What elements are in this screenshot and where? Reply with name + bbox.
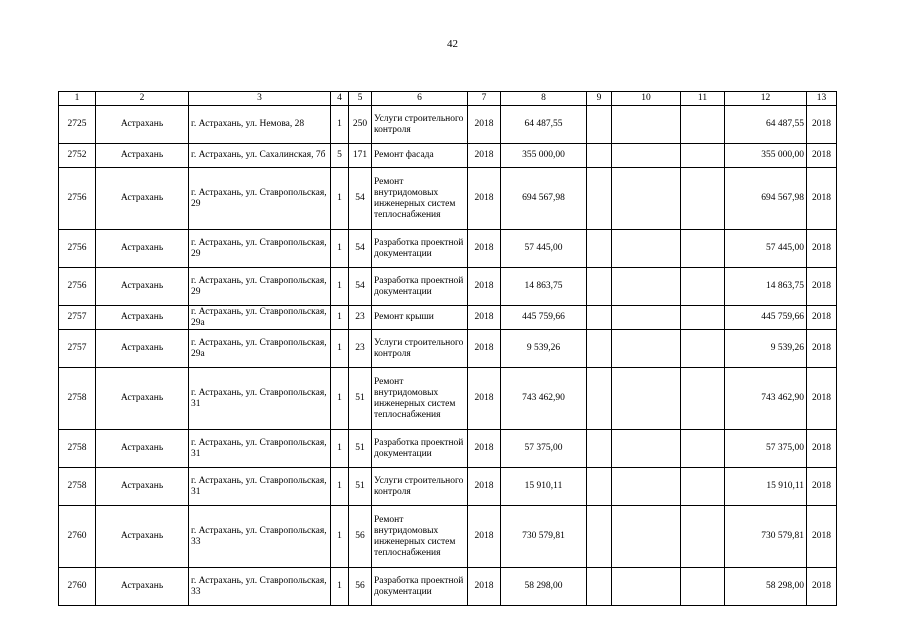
- total-cell: 58 298,00: [725, 568, 807, 606]
- year-cell: 2018: [468, 330, 501, 368]
- table-row: [59, 430, 837, 468]
- row-number: 2760: [59, 568, 96, 606]
- cost-cell: 694 567,98: [501, 168, 587, 230]
- address-cell: г. Астрахань, ул. Ставропольская, 29: [189, 168, 331, 230]
- total-cell: 9 539,26: [725, 330, 807, 368]
- col9-cell: [587, 506, 612, 568]
- column-number: 6: [372, 92, 468, 106]
- column-number: 13: [807, 92, 837, 106]
- col9-cell: [587, 168, 612, 230]
- column-number: 7: [468, 92, 501, 106]
- col4-cell: 1: [331, 268, 349, 306]
- cost-cell: 14 863,75: [501, 268, 587, 306]
- col10-cell: [612, 368, 681, 430]
- end-year-cell: 2018: [807, 268, 837, 306]
- city-cell: Астрахань: [96, 230, 189, 268]
- city-cell: Астрахань: [96, 106, 189, 144]
- row-number: 2760: [59, 506, 96, 568]
- address-cell: г. Астрахань, ул. Немова, 28: [189, 106, 331, 144]
- cost-cell: 743 462,90: [501, 368, 587, 430]
- row-number: 2725: [59, 106, 96, 144]
- row-number: 2752: [59, 144, 96, 168]
- row-number: 2757: [59, 330, 96, 368]
- col5-cell: 23: [349, 330, 372, 368]
- work-type-cell: Ремонт фасада: [372, 144, 468, 168]
- year-cell: 2018: [468, 144, 501, 168]
- col10-cell: [612, 506, 681, 568]
- cost-cell: 58 298,00: [501, 568, 587, 606]
- column-number: 9: [587, 92, 612, 106]
- address-cell: г. Астрахань, ул. Ставропольская, 29а: [189, 330, 331, 368]
- work-type-cell: Разработка проектной документации: [372, 230, 468, 268]
- table-row: [59, 468, 837, 506]
- end-year-cell: 2018: [807, 168, 837, 230]
- cost-cell: 355 000,00: [501, 144, 587, 168]
- column-number: 4: [331, 92, 349, 106]
- row-number: 2756: [59, 268, 96, 306]
- cost-cell: 57 375,00: [501, 430, 587, 468]
- col11-cell: [681, 106, 725, 144]
- total-cell: 64 487,55: [725, 106, 807, 144]
- end-year-cell: 2018: [807, 430, 837, 468]
- col10-cell: [612, 330, 681, 368]
- end-year-cell: 2018: [807, 330, 837, 368]
- col9-cell: [587, 330, 612, 368]
- year-cell: 2018: [468, 168, 501, 230]
- col5-cell: 171: [349, 144, 372, 168]
- city-cell: Астрахань: [96, 506, 189, 568]
- year-cell: 2018: [468, 106, 501, 144]
- col11-cell: [681, 306, 725, 330]
- work-type-cell: Разработка проектной документации: [372, 268, 468, 306]
- col11-cell: [681, 268, 725, 306]
- total-cell: 694 567,98: [725, 168, 807, 230]
- work-type-cell: Услуги строительного контроля: [372, 106, 468, 144]
- col5-cell: 54: [349, 168, 372, 230]
- row-number: 2756: [59, 168, 96, 230]
- address-cell: г. Астрахань, ул. Ставропольская, 31: [189, 430, 331, 468]
- col4-cell: 1: [331, 430, 349, 468]
- col11-cell: [681, 144, 725, 168]
- table-row: [59, 230, 837, 268]
- table-row: [59, 568, 837, 606]
- column-number: 3: [189, 92, 331, 106]
- work-type-cell: Ремонт внутридомовых инженерных систем теплоснабжения: [372, 506, 468, 568]
- col11-cell: [681, 230, 725, 268]
- col5-cell: 51: [349, 430, 372, 468]
- col9-cell: [587, 268, 612, 306]
- col10-cell: [612, 268, 681, 306]
- city-cell: Астрахань: [96, 430, 189, 468]
- col10-cell: [612, 430, 681, 468]
- address-cell: г. Астрахань, ул. Ставропольская, 29: [189, 230, 331, 268]
- col5-cell: 54: [349, 230, 372, 268]
- city-cell: Астрахань: [96, 306, 189, 330]
- col10-cell: [612, 230, 681, 268]
- column-number-row: [59, 92, 837, 106]
- col4-cell: 1: [331, 230, 349, 268]
- end-year-cell: 2018: [807, 106, 837, 144]
- col5-cell: 23: [349, 306, 372, 330]
- row-number: 2758: [59, 468, 96, 506]
- col4-cell: 1: [331, 306, 349, 330]
- col5-cell: 56: [349, 568, 372, 606]
- cost-cell: 730 579,81: [501, 506, 587, 568]
- col4-cell: 1: [331, 468, 349, 506]
- cost-cell: 9 539,26: [501, 330, 587, 368]
- end-year-cell: 2018: [807, 468, 837, 506]
- table-row: [59, 330, 837, 368]
- col9-cell: [587, 306, 612, 330]
- work-type-cell: Ремонт крыши: [372, 306, 468, 330]
- column-number: 1: [59, 92, 96, 106]
- col5-cell: 51: [349, 368, 372, 430]
- city-cell: Астрахань: [96, 468, 189, 506]
- row-number: 2756: [59, 230, 96, 268]
- col9-cell: [587, 144, 612, 168]
- col4-cell: 1: [331, 568, 349, 606]
- year-cell: 2018: [468, 368, 501, 430]
- col11-cell: [681, 468, 725, 506]
- table-row: [59, 106, 837, 144]
- cost-cell: 57 445,00: [501, 230, 587, 268]
- col9-cell: [587, 568, 612, 606]
- year-cell: 2018: [468, 230, 501, 268]
- row-number: 2758: [59, 430, 96, 468]
- end-year-cell: 2018: [807, 568, 837, 606]
- end-year-cell: 2018: [807, 368, 837, 430]
- table-row: [59, 144, 837, 168]
- col10-cell: [612, 106, 681, 144]
- address-cell: г. Астрахань, ул. Ставропольская, 29а: [189, 306, 331, 330]
- col4-cell: 1: [331, 106, 349, 144]
- col5-cell: 54: [349, 268, 372, 306]
- cost-cell: 64 487,55: [501, 106, 587, 144]
- col11-cell: [681, 568, 725, 606]
- year-cell: 2018: [468, 468, 501, 506]
- col11-cell: [681, 430, 725, 468]
- col4-cell: 1: [331, 330, 349, 368]
- address-cell: г. Астрахань, ул. Ставропольская, 33: [189, 506, 331, 568]
- col11-cell: [681, 168, 725, 230]
- column-number: 10: [612, 92, 681, 106]
- work-type-cell: Услуги строительного контроля: [372, 330, 468, 368]
- col9-cell: [587, 106, 612, 144]
- address-cell: г. Астрахань, ул. Ставропольская, 31: [189, 368, 331, 430]
- row-number: 2758: [59, 368, 96, 430]
- column-number: 11: [681, 92, 725, 106]
- page-number: 42: [447, 38, 458, 50]
- col9-cell: [587, 430, 612, 468]
- work-type-cell: Разработка проектной документации: [372, 568, 468, 606]
- total-cell: 57 375,00: [725, 430, 807, 468]
- total-cell: 15 910,11: [725, 468, 807, 506]
- city-cell: Астрахань: [96, 268, 189, 306]
- table-row: [59, 306, 837, 330]
- address-cell: г. Астрахань, ул. Ставропольская, 33: [189, 568, 331, 606]
- col5-cell: 250: [349, 106, 372, 144]
- table-row: [59, 168, 837, 230]
- col5-cell: 51: [349, 468, 372, 506]
- col9-cell: [587, 468, 612, 506]
- total-cell: 57 445,00: [725, 230, 807, 268]
- column-number: 12: [725, 92, 807, 106]
- city-cell: Астрахань: [96, 568, 189, 606]
- year-cell: 2018: [468, 430, 501, 468]
- col10-cell: [612, 144, 681, 168]
- column-number: 5: [349, 92, 372, 106]
- row-number: 2757: [59, 306, 96, 330]
- col11-cell: [681, 506, 725, 568]
- col4-cell: 1: [331, 368, 349, 430]
- col11-cell: [681, 368, 725, 430]
- end-year-cell: 2018: [807, 306, 837, 330]
- column-number: 8: [501, 92, 587, 106]
- column-number: 2: [96, 92, 189, 106]
- total-cell: 730 579,81: [725, 506, 807, 568]
- year-cell: 2018: [468, 306, 501, 330]
- address-cell: г. Астрахань, ул. Сахалинская, 7б: [189, 144, 331, 168]
- work-type-cell: Разработка проектной документации: [372, 430, 468, 468]
- col4-cell: 5: [331, 144, 349, 168]
- col9-cell: [587, 230, 612, 268]
- program-table: [58, 91, 837, 606]
- col9-cell: [587, 368, 612, 430]
- total-cell: 445 759,66: [725, 306, 807, 330]
- col11-cell: [681, 330, 725, 368]
- end-year-cell: 2018: [807, 144, 837, 168]
- col4-cell: 1: [331, 506, 349, 568]
- end-year-cell: 2018: [807, 506, 837, 568]
- col10-cell: [612, 568, 681, 606]
- year-cell: 2018: [468, 568, 501, 606]
- city-cell: Астрахань: [96, 368, 189, 430]
- col5-cell: 56: [349, 506, 372, 568]
- total-cell: 355 000,00: [725, 144, 807, 168]
- cost-cell: 445 759,66: [501, 306, 587, 330]
- city-cell: Астрахань: [96, 168, 189, 230]
- col4-cell: 1: [331, 168, 349, 230]
- address-cell: г. Астрахань, ул. Ставропольская, 29: [189, 268, 331, 306]
- city-cell: Астрахань: [96, 330, 189, 368]
- col10-cell: [612, 306, 681, 330]
- city-cell: Астрахань: [96, 144, 189, 168]
- cost-cell: 15 910,11: [501, 468, 587, 506]
- address-cell: г. Астрахань, ул. Ставропольская, 31: [189, 468, 331, 506]
- end-year-cell: 2018: [807, 230, 837, 268]
- work-type-cell: Ремонт внутридомовых инженерных систем теплоснабжения: [372, 368, 468, 430]
- table-row: [59, 506, 837, 568]
- year-cell: 2018: [468, 506, 501, 568]
- table-row: [59, 368, 837, 430]
- total-cell: 14 863,75: [725, 268, 807, 306]
- table-row: [59, 268, 837, 306]
- col10-cell: [612, 168, 681, 230]
- col10-cell: [612, 468, 681, 506]
- work-type-cell: Услуги строительного контроля: [372, 468, 468, 506]
- year-cell: 2018: [468, 268, 501, 306]
- work-type-cell: Ремонт внутридомовых инженерных систем теплоснабжения: [372, 168, 468, 230]
- total-cell: 743 462,90: [725, 368, 807, 430]
